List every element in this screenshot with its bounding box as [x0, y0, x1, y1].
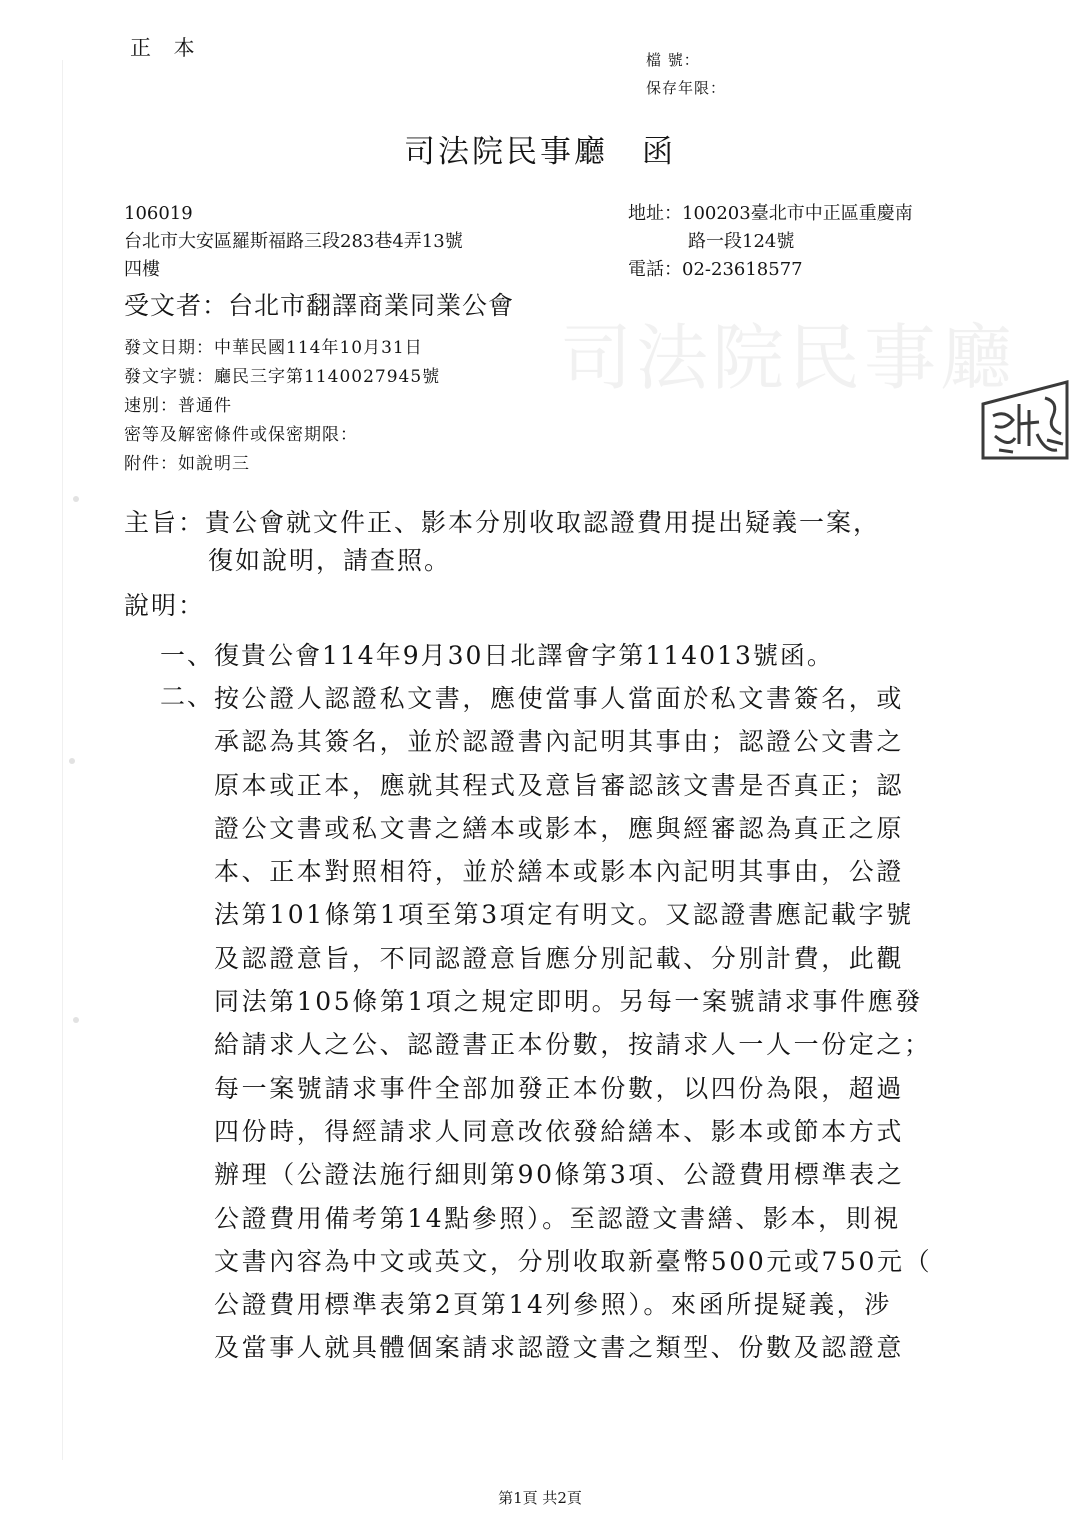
- paragraph-line: 同法第105條第1項之規定即明。另每一案號請求事件應發: [214, 987, 923, 1017]
- agency-name: 司法院民事廳: [404, 134, 608, 170]
- page-number: 第1頁 共2頁: [498, 1489, 582, 1507]
- subject-block: [124, 504, 880, 580]
- recipient-line: 受文者：台北市翻譯商業同業公會: [124, 291, 515, 320]
- paragraph-line: 原本或正本，應就其程式及意旨審認該文書是否真正；認: [214, 770, 905, 800]
- postal-code: 106019: [124, 203, 193, 224]
- recipient-address-block: [124, 200, 463, 284]
- copy-mark: 正 本: [130, 36, 203, 60]
- document-title: [0, 126, 1080, 171]
- retention-label: 保存年限：: [646, 79, 727, 97]
- paragraph-line: 及認證意旨，不同認證意旨應分別記載、分別計費，此觀: [214, 943, 905, 973]
- scan-margin-line: [62, 60, 63, 1460]
- agency-address-line: 路一段124號: [688, 231, 795, 252]
- paragraph-line: 法第101條第1項至第3項定有明文。又認證書應記載字號: [214, 900, 914, 930]
- paragraph-line: 按公證人認證私文書，應使當事人當面於私文書簽名，或: [214, 684, 905, 713]
- document-type: 函: [642, 134, 676, 170]
- address-line: 台北市大安區羅斯福路三段283巷4弄13號: [124, 231, 463, 252]
- paragraph-line: 給請求人之公、認證書正本份數，按請求人一人一份定之；: [214, 1030, 932, 1060]
- paragraph-line: 及當事人就具體個案請求認證文書之類型、份數及認證意: [214, 1333, 905, 1363]
- file-meta: [646, 46, 726, 102]
- document-number: 發文字號：廳民三字第1140027945號: [124, 367, 441, 387]
- delivery-speed: 速別：普通件: [124, 396, 232, 416]
- paragraph-line: 辦理（公證法施行細則第90條第3項、公證費用標準表之: [214, 1160, 905, 1190]
- paragraph-line: 文書內容為中文或英文，分別收取新臺幣500元或750元（: [214, 1246, 933, 1276]
- document-meta: [124, 334, 440, 479]
- paragraph-line: 公證費用備考第14點參照）。至認證文書繕、影本，則視: [214, 1203, 901, 1233]
- attachment-note: 附件：如說明三: [124, 454, 250, 474]
- subject-line: 主旨：貴公會就文件正、影本分別收取認證費用提出疑義一案，: [124, 508, 881, 537]
- scan-speck: [69, 758, 75, 764]
- scan-speck: [73, 496, 79, 502]
- agency-phone: 電話：02-23618577: [628, 259, 803, 280]
- explanation-item-2-label: 二、: [160, 682, 215, 711]
- secrecy-level: 密等及解密條件或保密期限：: [124, 425, 358, 445]
- paragraph-line: 四份時，得經請求人同意改依發給繕本、影本或節本方式: [214, 1116, 905, 1146]
- file-number-label: 檔 號：: [646, 51, 700, 69]
- explanation-item-1: 一、復貴公會114年9月30日北譯會字第114013號函。: [160, 641, 834, 670]
- paragraph-line: 承認為其簽名，並於認證書內記明其事由；認證公文書之: [214, 727, 905, 757]
- paragraph-line: 公證費用標準表第2頁第14列參照）。來函所提疑義，涉: [214, 1290, 892, 1320]
- address-line: 四樓: [124, 259, 160, 280]
- agency-address-line: 地址：100203臺北市中正區重慶南: [628, 203, 913, 224]
- official-seal-icon: [975, 374, 1075, 464]
- faded-stamp-text: 司法院民事廳: [560, 316, 1017, 400]
- scan-speck: [73, 1017, 79, 1023]
- explanation-heading: 說明：: [124, 591, 206, 620]
- paragraph-line: 證公文書或私文書之繕本或影本，應與經審認為真正之原: [214, 813, 905, 843]
- paragraph-line: 本、正本對照相符，並於繕本或影本內記明其事由，公證: [214, 857, 905, 887]
- explanation-item-2: [214, 677, 932, 1370]
- paragraph-line: 每一案號請求事件全部加發正本份數，以四份為限，超過: [214, 1073, 905, 1103]
- issue-date: 發文日期：中華民國114年10月31日: [124, 338, 423, 358]
- subject-line: 復如說明，請查照。: [208, 546, 452, 575]
- agency-contact-block: [628, 200, 913, 284]
